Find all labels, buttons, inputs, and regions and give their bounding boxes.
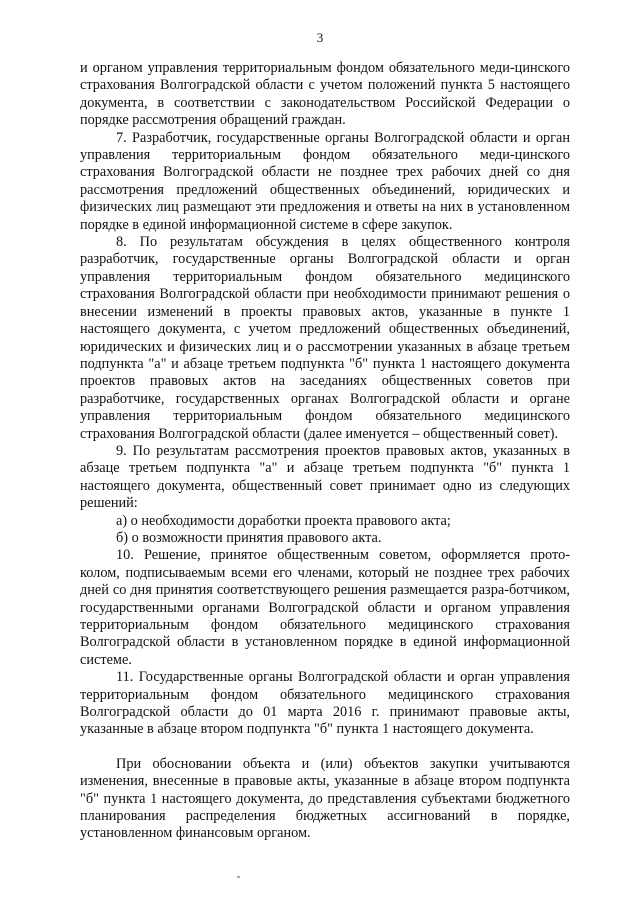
paragraph-item-11: 11. Государственные органы Волгоградской области и орган управления территориальным фондом обязательного медицинского страхования Волгоградской области до 01 марта 2016 г. принимают правовые акты, указанные в абзаце втором подпункта "б" пункта 1 настоящего документа. bbox=[80, 669, 570, 738]
paragraph-item-7: 7. Разработчик, государственные органы Волгоградской области и орган управления территориальным фондом обязательного меди-цинского страхования Волгоградской области не позднее трех рабочих дней со дня рассмотрения предложений общественных объединений, юридических и физических лиц размещают эти предложения и ответы на них в установленном порядке в единой информационной системе в сфере закупок. bbox=[80, 129, 570, 233]
paragraph-item-8: 8. По результатам обсуждения в целях общественного контроля разработчик, государственные органы Волгоградской области и орган управления территориальным фондом обязательного медицинского страхования Волгоградской области при необходимости принимают решения о внесении изменений в проекты правовых актов, указанные в пункте 1 настоящего документа, с учетом предложений общественных объединений, юридических и физических лиц и о рассмотрении указанных в абзаце третьем подпункта "а" и абзаце третьем подпункта "б" пункта 1 настоящего документа проектов правовых актов на заседаниях общественных советов при разработчике, государственных органах Волгоградской области и органе управления территориальным фондом обязательного медицинского страхования Волгоградской области (далее именуется – общественный совет). bbox=[80, 234, 570, 442]
paragraph-continuation: и органом управления территориальным фондом обязательного меди-цинского страхования Волгоградской области с учетом положений пункта 5 настоящего документа, в соответствии с законодательством Российской Федерации о порядке рассмотрения обращений граждан. bbox=[80, 60, 570, 129]
paragraph-item-9-option-b: б) о возможности принятия правового акта. bbox=[116, 529, 382, 546]
paragraph-item-9-option-a: а) о необходимости доработки проекта правового акта; bbox=[116, 512, 451, 529]
scan-speck bbox=[237, 876, 240, 878]
document-body bbox=[80, 60, 570, 843]
paragraph-item-9: 9. По результатам рассмотрения проектов правовых актов, указанных в абзаце третьем подпункта "а" и абзаце третьем подпункта "б" пункта 1 настоящего документа, общественный совет принимает одно из следующих решений: bbox=[80, 442, 570, 512]
paragraph-procurement-justification: При обосновании объекта и (или) объектов закупки учитываются изменения, внесенные в правовые акты, указанные в абзаце втором подпункта "б" пункта 1 настоящего документа, до представления субъектами бюджетного планирования распределения бюджетных ассигнований в порядке, установленном финансовым органом. bbox=[80, 755, 570, 842]
paragraph-item-10: 10. Решение, принятое общественным советом, оформляется прото-колом, подписываемым всеми его членами, который не позднее трех рабочих дней со дня принятия соответствующего решения размещается разра-ботчиком, государственными органами Волгоградской области и органом управления территориальным фондом обязательного медицинского страхования Волгоградской области в установленном порядке в единой информационной системе. bbox=[80, 547, 570, 668]
page-number: 3 bbox=[316, 30, 324, 45]
